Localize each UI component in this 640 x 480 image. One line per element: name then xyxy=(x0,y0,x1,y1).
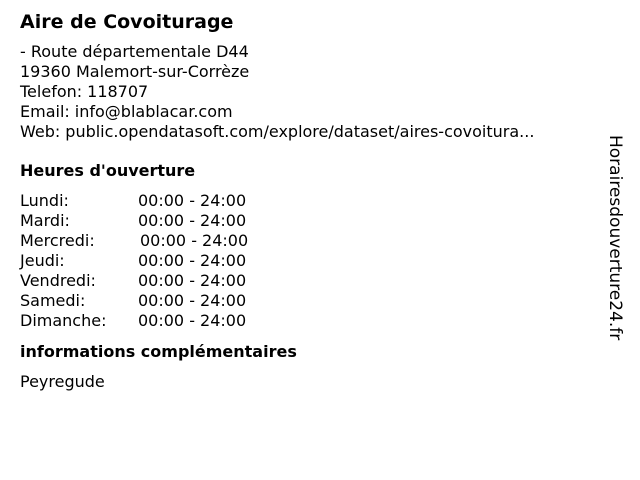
city-address: 19360 Malemort-sur-Corrèze xyxy=(20,62,250,81)
street-address: - Route départementale D44 xyxy=(20,42,249,61)
opening-hours-heading: Heures d'ouverture xyxy=(20,161,196,180)
time-range: 00:00 - 24:00 xyxy=(138,191,247,210)
hours-row-wednesday xyxy=(20,231,600,251)
email-line xyxy=(20,102,600,122)
day-label: Samedi: xyxy=(20,291,86,310)
place-title: Aire de Covoiturage xyxy=(20,11,234,33)
place-card xyxy=(20,10,600,392)
hours-row-monday xyxy=(20,191,600,211)
hours-row-saturday xyxy=(20,291,600,311)
time-range: 00:00 - 24:00 xyxy=(138,291,247,310)
hours-row-sunday xyxy=(20,311,600,331)
day-label: Mardi: xyxy=(20,211,70,230)
time-range: 00:00 - 24:00 xyxy=(138,251,247,270)
hours-row-thursday xyxy=(20,251,600,271)
additional-info-heading: informations complémentaires xyxy=(20,342,297,361)
phone-line xyxy=(20,82,600,102)
time-range: 00:00 - 24:00 xyxy=(140,231,249,250)
day-label: Dimanche: xyxy=(20,311,107,330)
time-range: 00:00 - 24:00 xyxy=(138,311,247,330)
hours-row-friday xyxy=(20,271,600,291)
web-line xyxy=(20,122,600,142)
time-range: 00:00 - 24:00 xyxy=(138,211,247,230)
web-label: Web: xyxy=(20,122,61,141)
web-link[interactable]: public.opendatasoft.com/explore/dataset/aires-covoitura... xyxy=(65,122,535,141)
day-label: Jeudi: xyxy=(20,251,65,270)
hours-row-tuesday xyxy=(20,211,600,231)
day-label: Mercredi: xyxy=(20,231,95,250)
site-watermark: Horairesdouverture24.fr xyxy=(605,135,625,341)
email-label: Email: xyxy=(20,102,70,121)
opening-hours-list xyxy=(20,191,600,331)
time-range: 00:00 - 24:00 xyxy=(138,271,247,290)
phone-value[interactable]: 118707 xyxy=(87,82,149,101)
additional-info-text: Peyregude xyxy=(20,372,105,391)
day-label: Lundi: xyxy=(20,191,69,210)
email-value[interactable]: info@blablacar.com xyxy=(74,102,233,121)
phone-label: Telefon: xyxy=(20,82,83,101)
day-label: Vendredi: xyxy=(20,271,96,290)
